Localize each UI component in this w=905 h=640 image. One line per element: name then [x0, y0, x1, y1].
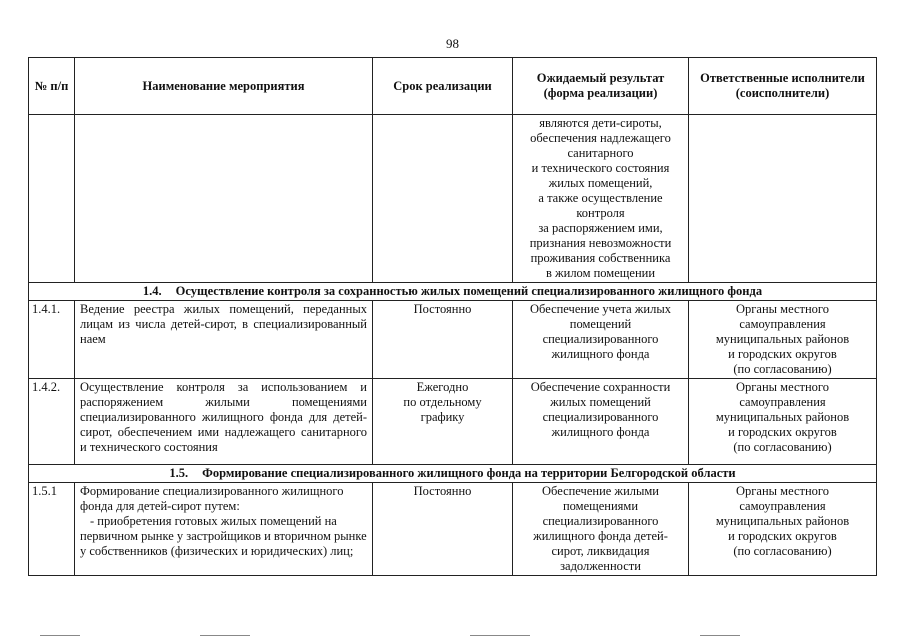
continuation-result: являются дети-сироты, обеспечения надлежащего санитарного и технического состояния жилых помещений, а также осуществление контроля за распоряжением ими, признания невозможности проживания собственника в жилом помещении [513, 115, 689, 283]
cell-empty [373, 115, 513, 283]
section-title: Формирование специализированного жилищного фонда на территории Белгородской области [202, 466, 736, 480]
row-name: Осуществление контроля за использованием и распоряжением жилыми помещениями специализированного жилищного фонда для детей-сирот, обеспечением ими надлежащего санитарного и технического состояния [75, 379, 373, 465]
section-number: 1.4. [142, 284, 162, 298]
cell-empty [75, 115, 373, 283]
row-responsible: Органы местного самоуправления муниципальных районов и городских округов (по согласованию) [689, 301, 877, 379]
scan-artifact-line [200, 635, 250, 636]
header-term: Срок реализации [373, 58, 513, 115]
row-name: Ведение реестра жилых помещений, переданных лицам из числа детей-сирот, в специализированный наем [75, 301, 373, 379]
row-responsible: Органы местного самоуправления муниципальных районов и городских округов (по согласованию) [689, 483, 877, 576]
table-row [29, 483, 877, 576]
cell-empty [29, 115, 75, 283]
header-num: № п/п [29, 58, 75, 115]
row-term: Ежегодно по отдельному графику [373, 379, 513, 465]
cell-empty [689, 115, 877, 283]
row-term: Постоянно [373, 483, 513, 576]
row-responsible: Органы местного самоуправления муниципальных районов и городских округов (по согласованию) [689, 379, 877, 465]
continuation-row [29, 115, 877, 283]
scan-artifact-line [700, 635, 740, 636]
section-title: Осуществление контроля за сохранностью жилых помещений специализированного жилищного фонда [175, 284, 763, 298]
row-result: Обеспечение учета жилых помещений специализированного жилищного фонда [513, 301, 689, 379]
row-result: Обеспечение жилыми помещениями специализированного жилищного фонда детей- сирот, ликвидация задолженности [513, 483, 689, 576]
row-name [75, 483, 373, 576]
table-row [29, 379, 877, 465]
row-number: 1.4.2. [29, 379, 75, 465]
row-name-intro: Формирование специализированного жилищного фонда для детей-сирот путем: [80, 484, 344, 513]
page-number: 98 [446, 36, 459, 51]
scan-artifact-line [470, 635, 530, 636]
header-responsible: Ответственные исполнители (соисполнители) [689, 58, 877, 115]
row-number: 1.5.1 [29, 483, 75, 576]
header-result: Ожидаемый результат (форма реализации) [513, 58, 689, 115]
row-result: Обеспечение сохранности жилых помещений специализированного жилищного фонда [513, 379, 689, 465]
row-number: 1.4.1. [29, 301, 75, 379]
section-heading [29, 465, 877, 483]
row-name-item: - приобретения готовых жилых помещений на первичном рынке у застройщиков и вторичном рынке у собственников (физических и юридических) лиц; [80, 514, 367, 558]
measures-table [28, 57, 877, 576]
table-header-row [29, 58, 877, 115]
row-term: Постоянно [373, 301, 513, 379]
section-row-1-4 [29, 283, 877, 301]
table-row [29, 301, 877, 379]
header-name: Наименование мероприятия [75, 58, 373, 115]
section-number: 1.5. [169, 466, 189, 480]
scan-artifact-line [40, 635, 80, 636]
section-row-1-5 [29, 465, 877, 483]
section-heading [29, 283, 877, 301]
